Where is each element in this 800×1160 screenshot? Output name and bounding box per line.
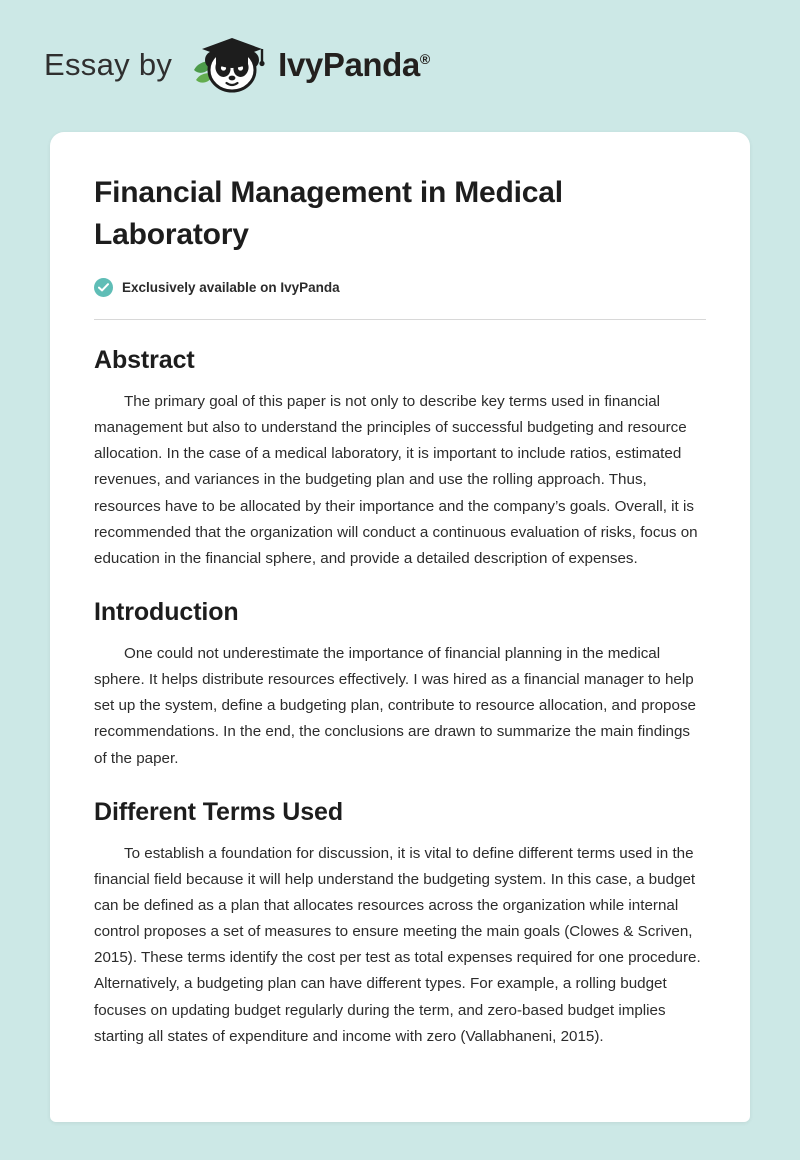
brand-name-text: IvyPanda	[278, 46, 420, 83]
brand-name	[278, 46, 430, 84]
status-badge: Exclusively available on IvyPanda	[122, 280, 340, 295]
section-paragraph-different-terms-used: To establish a foundation for discussion, it is vital to define different terms used in the financial field because it will help understand the budgeting system. In this case, a budget can be defined as a plan that allocates resources across the organization while internal control proposes a set of measures to ensure meeting the main goals (Clowes & Scriven, 2015). These terms identify the cost per test as total expenses required for one procedure. Alternatively, a budgeting plan can have different types. For example, a rolling budget focuses on updating budget regularly during the term, and zero-based budget implies starting all states of expenditure and income with zero (Vallabhaneni, 2015).	[94, 844, 701, 1045]
document-card	[50, 132, 750, 1122]
brand-header	[0, 0, 800, 96]
section-heading-introduction: Introduction	[94, 597, 239, 626]
registered-mark: ®	[419, 51, 430, 67]
section-heading-different-terms-used: Different Terms Used	[94, 797, 343, 826]
ivypanda-logo[interactable]	[188, 34, 430, 96]
section-paragraph-introduction: One could not underestimate the importance of financial planning in the medical sphere. It helps distribute resources effectively. I was hired as a financial manager to help set up the system, define a budgeting plan, contribute to resource allocation, and propose recommendations. In the end, the conclusions are drawn to summarize the main findings of the paper.	[94, 644, 696, 767]
section-heading-abstract: Abstract	[94, 346, 195, 374]
check-circle-icon	[94, 278, 113, 297]
page-title: Financial Management in Medical Laboratory	[94, 176, 563, 251]
panda-graduation-cap-icon	[188, 34, 272, 96]
section-paragraph-abstract: The primary goal of this paper is not only to describe key terms used in financial management but also to understand the principles of successful budgeting and resource allocation. In the case of a medical laboratory, it is important to include ratios, estimated revenues, and variances in the budgeting plan and use the rolling approach. Thus, resources have to be allocated by their importance and the company’s goals. Overall, it is recommended that the organization will conduct a continuous evaluation of risks, focus on education in the financial sphere, and provide a detailed description of expenses.	[94, 393, 698, 567]
essay-by-label: Essay by	[44, 47, 173, 82]
title-divider	[94, 319, 706, 320]
exclusive-badge	[94, 278, 706, 297]
